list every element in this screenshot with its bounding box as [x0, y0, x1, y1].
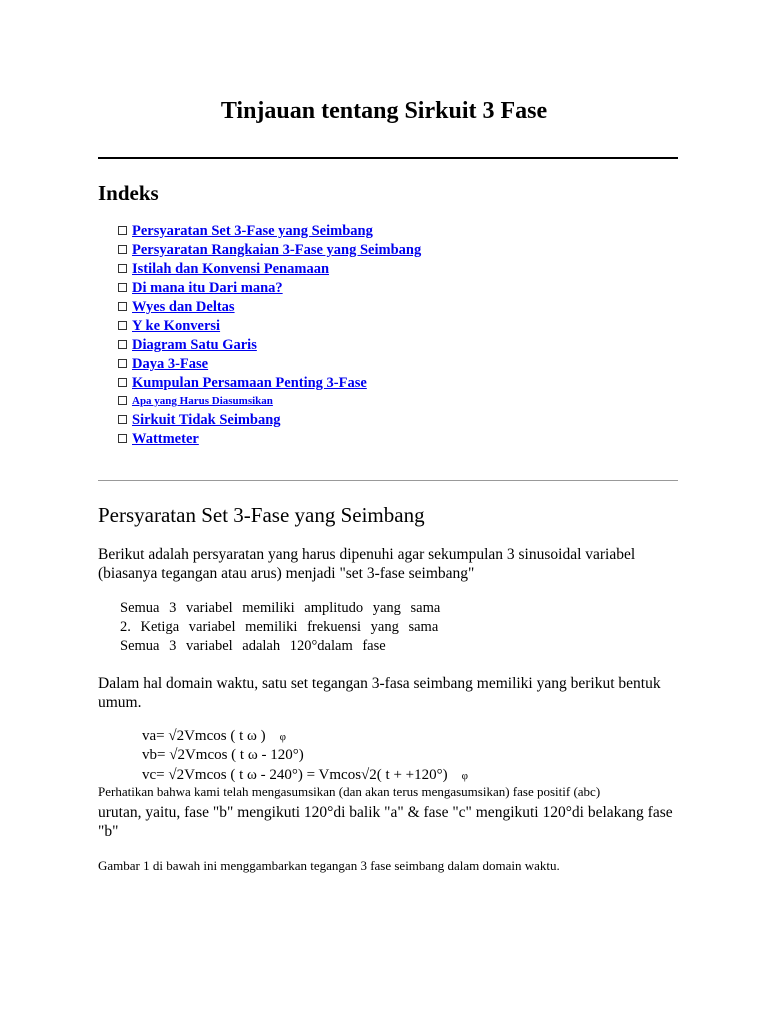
phi-symbol: φ: [461, 770, 468, 782]
equation-va: [142, 727, 286, 747]
requirement-item: 2. Ketiga variabel memiliki frekuensi yang sama: [120, 619, 439, 635]
toc-link-y-ke-konversi[interactable]: Y ke Konversi: [132, 318, 221, 334]
bullet-icon: [118, 264, 127, 273]
bullet-icon: [118, 378, 127, 387]
equation-vc-text: vc= √2Vmcos ( t ω - 240°) = Vmcos√2( t + +120°): [142, 767, 448, 783]
phi-symbol: φ: [279, 731, 286, 743]
bullet-icon: [118, 302, 127, 311]
toc-link-kumpulan-persamaan[interactable]: Kumpulan Persamaan Penting 3-Fase: [132, 375, 367, 391]
intro-paragraph: Berikut adalah persyaratan yang harus dipenuhi agar sekumpulan 3 sinusoidal variabel (biasanya tegangan atau arus) menjadi "set 3-fase seimbang": [98, 546, 636, 582]
toc-link-diagram-satu-garis[interactable]: Diagram Satu Garis: [132, 337, 257, 353]
bullet-icon: [118, 415, 127, 424]
section-divider: [98, 480, 678, 481]
toc-item: [118, 430, 678, 449]
table-of-contents: [118, 222, 678, 449]
equation-va-text: va= √2Vmcos ( t ω ): [142, 728, 266, 744]
time-domain-paragraph: Dalam hal domain waktu, satu set tegangan 3-fasa seimbang memiliki yang berikut bentuk umum.: [98, 675, 661, 711]
toc-link-persyaratan-rangkaian[interactable]: Persyaratan Rangkaian 3-Fase yang Seimbang: [132, 242, 422, 258]
toc-item: [118, 260, 678, 279]
toc-item: [118, 241, 678, 260]
toc-item: [118, 411, 678, 430]
toc-link-sirkuit-tidak-seimbang[interactable]: Sirkuit Tidak Seimbang: [132, 412, 281, 428]
note-small: Perhatikan bahwa kami telah mengasumsikan (dan akan terus mengasumsikan) fase positif (abc): [98, 784, 601, 799]
bullet-icon: [118, 321, 127, 330]
bullet-icon: [118, 359, 127, 368]
page-title: Tinjauan tentang Sirkuit 3 Fase: [220, 98, 548, 124]
toc-item: [118, 298, 678, 317]
equation-vb-text: vb= √2Vmcos ( t ω - 120°): [142, 747, 304, 763]
toc-item: [118, 336, 678, 355]
toc-item: [118, 355, 678, 374]
toc-link-wyes-deltas[interactable]: Wyes dan Deltas: [132, 299, 235, 315]
toc-link-persyaratan-set[interactable]: Persyaratan Set 3-Fase yang Seimbang: [132, 223, 373, 239]
requirement-item: Semua 3 variabel adalah 120°dalam fase: [120, 638, 386, 654]
figure-caption: Gambar 1 di bawah ini menggambarkan tegangan 3 fase seimbang dalam domain waktu.: [98, 858, 560, 873]
toc-link-istilah[interactable]: Istilah dan Konvensi Penamaan: [132, 261, 330, 277]
bullet-icon: [118, 226, 127, 235]
section-heading: Persyaratan Set 3-Fase yang Seimbang: [98, 503, 425, 527]
toc-item: [118, 317, 678, 336]
equation-vb: [142, 746, 304, 765]
requirement-item: Semua 3 variabel memiliki amplitudo yang sama: [120, 600, 441, 616]
bullet-icon: [118, 245, 127, 254]
bullet-icon: [118, 340, 127, 349]
toc-item: [118, 374, 678, 393]
toc-item: [118, 393, 678, 411]
toc-link-wattmeter[interactable]: Wattmeter: [132, 431, 199, 447]
toc-link-apa-yang-harus[interactable]: Apa yang Harus Diasumsikan: [132, 395, 273, 407]
bullet-icon: [118, 283, 127, 292]
toc-link-di-mana[interactable]: Di mana itu Dari mana?: [132, 280, 283, 296]
toc-item: [118, 279, 678, 298]
toc-link-daya-3-fase[interactable]: Daya 3-Fase: [132, 356, 209, 372]
bullet-icon: [118, 396, 127, 405]
note-continued: urutan, yaitu, fase "b" mengikuti 120°di balik "a" & fase "c" mengikuti 120°di belakang fase "b": [98, 804, 673, 840]
toc-item: [118, 222, 678, 241]
index-heading: Indeks: [98, 181, 159, 205]
title-divider: [98, 157, 678, 159]
equation-vc: [142, 766, 468, 786]
bullet-icon: [118, 434, 127, 443]
